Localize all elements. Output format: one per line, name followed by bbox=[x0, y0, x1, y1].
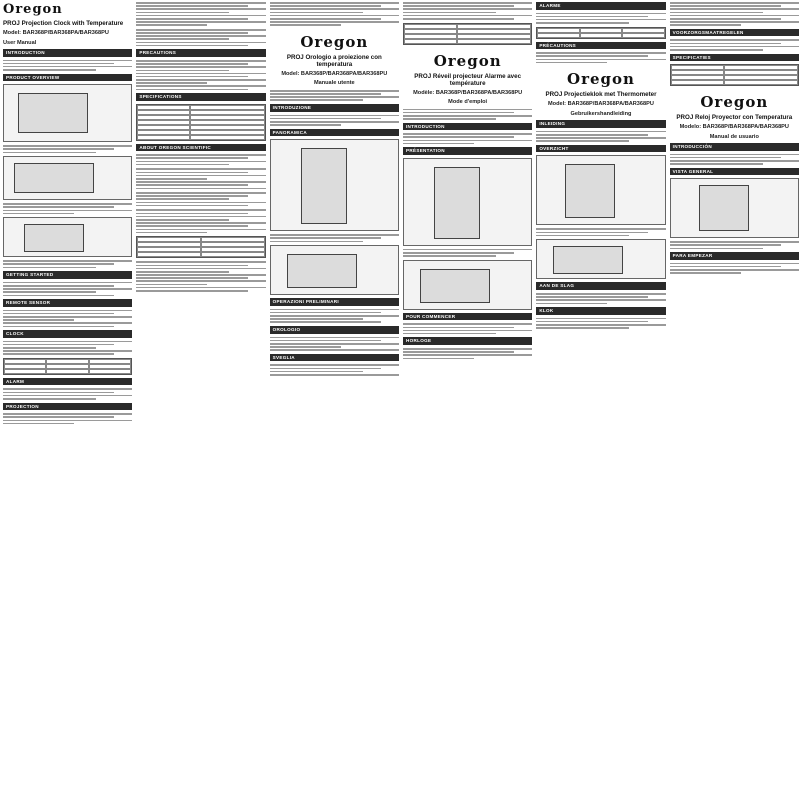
specifications-table bbox=[403, 23, 532, 45]
section-heading: PANORAMICA bbox=[270, 129, 399, 137]
section-heading: OVERZICHT bbox=[536, 145, 665, 153]
section-heading: INTRODUCTION bbox=[403, 123, 532, 131]
manual-label: User Manual bbox=[3, 39, 37, 46]
section-heading: POUR COMMENCER bbox=[403, 313, 532, 321]
table bbox=[136, 236, 265, 258]
product-diagram bbox=[3, 84, 132, 142]
cover-block bbox=[270, 29, 399, 87]
section-heading: INTRODUCCIÓN bbox=[670, 143, 799, 151]
cover-block bbox=[536, 66, 665, 117]
model-number: Modelo: BAR368P/BAR368PA/BAR368PU bbox=[679, 124, 789, 131]
section-heading: PROJECTION bbox=[3, 403, 132, 411]
brand-logo: Oregon bbox=[700, 93, 769, 112]
product-diagram bbox=[403, 158, 532, 246]
product-diagram bbox=[536, 155, 665, 225]
display-diagram bbox=[536, 239, 665, 279]
display-diagram bbox=[3, 156, 132, 200]
column-english bbox=[3, 2, 132, 800]
table bbox=[536, 27, 665, 39]
product-title: PROJ Orologio a proiezione con temperatura bbox=[286, 53, 382, 68]
brand-logo: Oregon bbox=[3, 2, 63, 17]
model-number: Model: BAR368P/BAR368PA/BAR368PU bbox=[548, 101, 654, 108]
section-heading: OPERAZIONI PRELIMINARI bbox=[270, 298, 399, 306]
column-italian bbox=[270, 2, 399, 800]
section-heading: PRÉSENTATION bbox=[403, 147, 532, 155]
table bbox=[3, 358, 132, 375]
column-english-continued bbox=[136, 2, 265, 800]
product-diagram bbox=[270, 139, 399, 231]
section-heading: PRODUCT OVERVIEW bbox=[3, 74, 132, 82]
specifications-table bbox=[670, 64, 799, 86]
product-title: PROJ Reloj Proyector con Temperatura bbox=[676, 114, 793, 122]
section-heading: SPECIFICATIONS bbox=[136, 93, 265, 101]
section-heading: KLOK bbox=[536, 307, 665, 315]
model-number: Model: BAR368P/BAR368PA/BAR368PU bbox=[281, 70, 388, 77]
column-french bbox=[403, 2, 532, 800]
section-heading: OROLOGIO bbox=[270, 326, 399, 334]
section-heading: PRÉCAUTIONS bbox=[536, 42, 665, 50]
manual-label: Manuale utente bbox=[313, 80, 355, 87]
cover-block bbox=[403, 48, 532, 106]
display-diagram bbox=[270, 245, 399, 295]
section-heading: CLOCK bbox=[3, 330, 132, 338]
section-heading: AAN DE SLAG bbox=[536, 282, 665, 290]
column-spanish bbox=[670, 2, 799, 800]
section-heading: ALARME bbox=[536, 2, 665, 10]
column-dutch bbox=[536, 2, 665, 800]
manual-label: Mode d'emploi bbox=[448, 99, 488, 106]
manual-label: Gebruikershandleiding bbox=[570, 110, 632, 117]
brand-logo: Oregon bbox=[567, 70, 635, 89]
product-title: PROJ Projectieklok met Thermometer bbox=[545, 91, 657, 99]
section-heading: GETTING STARTED bbox=[3, 271, 132, 279]
brand-logo: Oregon bbox=[433, 51, 502, 70]
product-title: PROJ Projection Clock with Temperature bbox=[3, 20, 124, 27]
model-number: Model: BAR368P/BAR368PA/BAR368PU bbox=[3, 30, 109, 36]
manual-label: Manual de usuario bbox=[709, 133, 759, 140]
section-heading: HORLOGE bbox=[403, 337, 532, 345]
product-title: PROJ Réveil projecteur Alarme avec température bbox=[414, 72, 522, 87]
section-heading: INLEIDING bbox=[536, 120, 665, 128]
section-heading: PARA EMPEZAR bbox=[670, 252, 799, 260]
section-heading: SPECIFICATIES bbox=[670, 54, 799, 62]
section-heading: ABOUT OREGON SCIENTIFIC bbox=[136, 144, 265, 152]
section-heading: SVEGLIA bbox=[270, 354, 399, 362]
model-number: Modèle: BAR368P/BAR368PA/BAR368PU bbox=[413, 89, 523, 96]
back-view-diagram bbox=[3, 217, 132, 257]
section-heading: INTRODUCTION bbox=[3, 49, 132, 57]
section-heading: PRECAUTIONS bbox=[136, 49, 265, 57]
product-diagram bbox=[670, 178, 799, 238]
cover-block bbox=[670, 89, 799, 140]
section-heading: INTRODUZIONE bbox=[270, 104, 399, 112]
brand-logo: Oregon bbox=[300, 32, 369, 51]
section-heading: VOORZORGSMAATREGELEN bbox=[670, 29, 799, 37]
display-diagram bbox=[403, 260, 532, 310]
section-heading: ALARM bbox=[3, 378, 132, 386]
section-heading: VISTA GENERAL bbox=[670, 168, 799, 176]
specifications-table bbox=[136, 104, 265, 141]
section-heading: REMOTE SENSOR bbox=[3, 299, 132, 307]
